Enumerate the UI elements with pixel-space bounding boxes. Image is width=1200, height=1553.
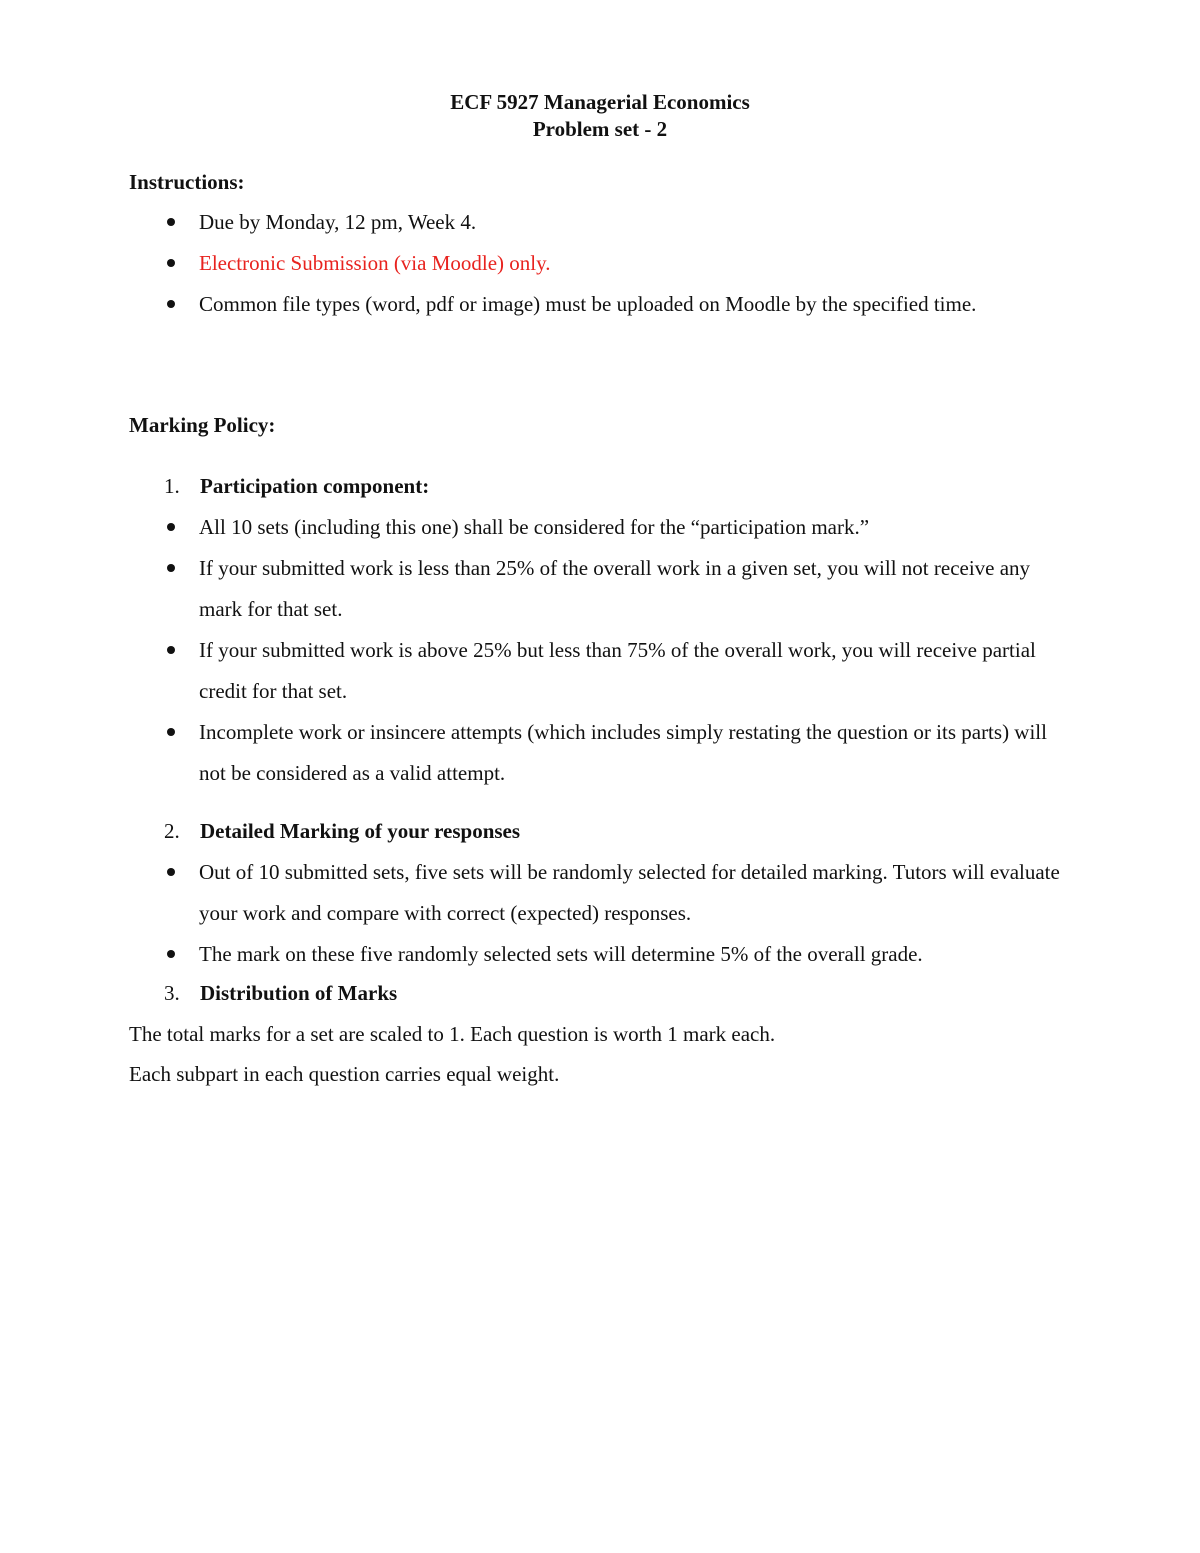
section-number: 2. — [164, 819, 180, 843]
policy-text: If your submitted work is above 25% but less than 75% of the overall work, you will receive partial credit for that set. — [199, 638, 1036, 703]
title-block — [0, 89, 1200, 143]
bullet-icon — [167, 523, 175, 531]
list-item — [129, 712, 1069, 794]
document-subtitle: Problem set - 2 — [532, 117, 668, 141]
bullet-icon — [167, 218, 175, 226]
section-number: 3. — [164, 981, 180, 1005]
participation-list — [129, 507, 1069, 794]
instruction-text: Due by Monday, 12 pm, Week 4. — [199, 210, 477, 234]
policy-text: Out of 10 submitted sets, five sets will be randomly selected for detailed marking. Tutors will evaluate your work and compare with correct (expected) responses. — [199, 860, 1060, 925]
policy-text: All 10 sets (including this one) shall be considered for the “participation mark.” — [199, 515, 870, 539]
list-item — [129, 202, 1069, 243]
instruction-text: Common file types (word, pdf or image) must be uploaded on Moodle by the specified time. — [199, 292, 977, 316]
list-item — [129, 243, 1069, 284]
bullet-icon — [167, 564, 175, 572]
instruction-text-highlighted: Electronic Submission (via Moodle) only. — [199, 251, 551, 275]
document-title: ECF 5927 Managerial Economics — [450, 90, 750, 114]
bullet-icon — [167, 950, 175, 958]
policy-text: The mark on these five randomly selected sets will determine 5% of the overall grade. — [199, 942, 923, 966]
section-title: Distribution of Marks — [200, 981, 398, 1005]
list-item — [129, 284, 1069, 325]
marking-policy-heading: Marking Policy: — [129, 413, 276, 437]
list-item — [129, 934, 1069, 975]
list-item — [129, 852, 1069, 934]
list-item — [129, 630, 1069, 712]
distribution-paragraph: The total marks for a set are scaled to 1. Each question is worth 1 mark each. — [129, 1022, 776, 1046]
bullet-icon — [167, 868, 175, 876]
bullet-icon — [167, 646, 175, 654]
policy-text: If your submitted work is less than 25% of the overall work in a given set, you will not receive any mark for that set. — [199, 556, 1031, 621]
bullet-icon — [167, 259, 175, 267]
section-number: 1. — [164, 474, 180, 498]
instructions-list — [129, 202, 1069, 325]
list-item — [129, 548, 1069, 630]
section-title: Detailed Marking of your responses — [200, 819, 521, 843]
detailed-marking-list — [129, 852, 1069, 975]
list-item — [129, 507, 1069, 548]
instructions-heading: Instructions: — [129, 170, 245, 194]
policy-text: Incomplete work or insincere attempts (which includes simply restating the question or its parts) will not be considered as a valid attempt. — [199, 720, 1047, 785]
section-title: Participation component: — [200, 474, 430, 498]
bullet-icon — [167, 728, 175, 736]
bullet-icon — [167, 300, 175, 308]
distribution-paragraph: Each subpart in each question carries equal weight. — [129, 1062, 560, 1086]
